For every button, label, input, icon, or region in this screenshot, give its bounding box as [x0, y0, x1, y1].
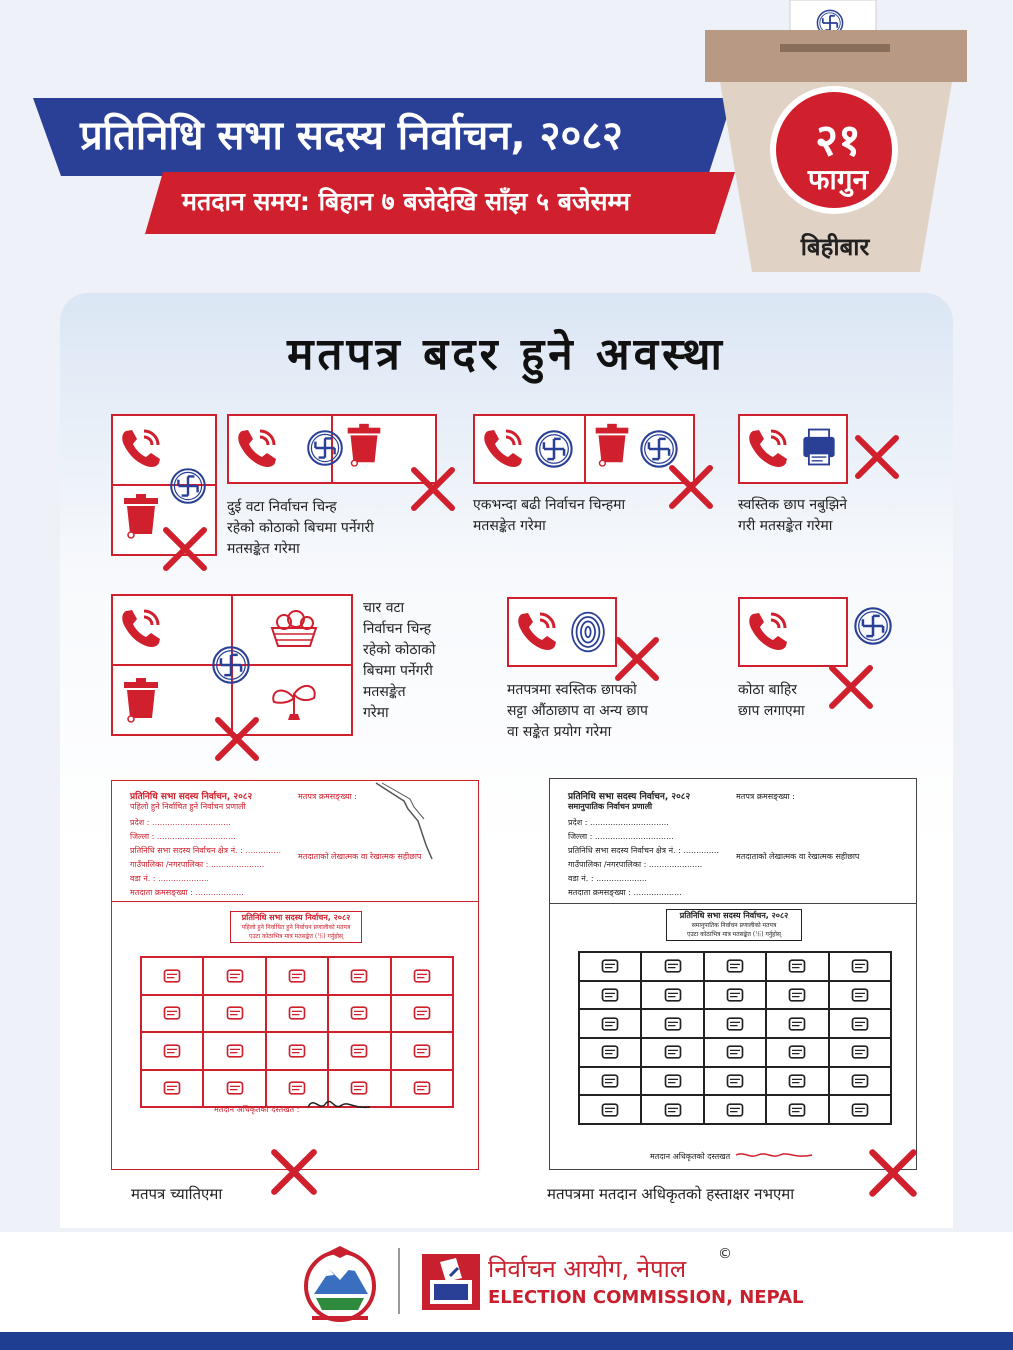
party-symbol-cell: [704, 1067, 766, 1096]
party-symbol-cell: [266, 957, 328, 995]
ballot-serial: मतपत्र क्रमसङ्ख्या :: [736, 792, 795, 801]
cross-mark-icon: [826, 662, 876, 712]
party-symbol-icon: [159, 1003, 185, 1023]
party-symbol-cell: [829, 952, 891, 981]
party-symbol-icon: [346, 1041, 372, 1061]
party-symbol-icon: [722, 1100, 748, 1120]
dustbin-icon: [588, 420, 636, 468]
party-symbol-cell: [704, 1095, 766, 1124]
ballot-box-line: समानुपातिक निर्वाचन प्रणालीको मतपत्र: [691, 922, 777, 929]
cross-mark-icon: [866, 1146, 920, 1200]
party-symbol-icon: [222, 1003, 248, 1023]
officer-signature-mark: [304, 1093, 374, 1117]
case-caption-line: मतपत्रमा स्वस्तिक छापको: [507, 682, 637, 698]
election-weekday: बिहीबार: [800, 233, 870, 261]
org-name-english: ELECTION COMMISSION, NEPAL: [488, 1287, 804, 1308]
ballot-field: प्रतिनिधि सभा सदस्य निर्वाचन क्षेत्र नं. : ..............: [130, 846, 281, 855]
election-day-number: २१: [815, 115, 861, 166]
party-symbol-icon: [784, 1071, 810, 1091]
party-symbol-icon: [722, 1042, 748, 1062]
case-caption-line: मतसङ्केत गरेमा: [473, 518, 546, 534]
party-symbol-cell: [641, 1038, 703, 1067]
party-symbol-cell: [704, 1038, 766, 1067]
swastika-stamp-icon: [305, 428, 345, 468]
cross-mark-icon: [212, 714, 262, 764]
party-symbol-icon: [660, 985, 686, 1005]
party-symbol-cell: [579, 1067, 641, 1096]
party-symbol-icon: [784, 985, 810, 1005]
party-symbol-cell: [391, 1070, 453, 1108]
swastika-stamp-icon: [210, 644, 252, 686]
ballot-box-line: एउटा कोठाभित्र मात्र मतसङ्केत (卐) गर्नुहोस्: [687, 931, 781, 938]
ballot-header: प्रतिनिधि सभा सदस्य निर्वाचन, २०८२: [130, 792, 253, 802]
voting-time: मतदान समय: बिहान ७ बजेदेखि साँझ ५ बजेसम्म: [182, 187, 630, 216]
party-symbol-icon: [159, 1041, 185, 1061]
party-symbol-icon: [660, 1100, 686, 1120]
party-symbol-icon: [409, 966, 435, 986]
party-symbol-icon: [284, 1041, 310, 1061]
party-symbol-icon: [284, 966, 310, 986]
party-symbol-icon: [222, 1041, 248, 1061]
party-symbol-icon: [660, 1071, 686, 1091]
ballot-field: वडा नं. : ....................: [130, 874, 209, 883]
party-symbol-cell: [141, 957, 203, 995]
party-symbol-icon: [722, 985, 748, 1005]
party-symbol-icon: [847, 1071, 873, 1091]
case-caption-line: स्वस्तिक छाप नबुझिने: [738, 497, 848, 513]
ballot-field: प्रदेश : ...............................: [130, 818, 231, 827]
party-symbol-cell: [203, 1032, 265, 1070]
party-symbol-cell: [829, 981, 891, 1010]
case-caption-line: चार वटा: [363, 600, 405, 616]
party-symbol-cell: [141, 995, 203, 1033]
dustbin-icon: [116, 674, 166, 724]
ballot-field: गाउँपालिका /नगरपालिका : .....................: [568, 860, 703, 869]
swastika-stamp-icon: [533, 428, 575, 470]
swastika-stamp-icon: [168, 466, 208, 506]
party-symbol-cell: [266, 995, 328, 1033]
panel-title: मतपत्र बदर हुने अवस्था: [287, 329, 726, 380]
case-caption-line: मतसङ्केत गरेमा: [227, 541, 300, 557]
ballot-header: प्रतिनिधि सभा सदस्य निर्वाचन, २०८२: [568, 792, 691, 802]
ballot-box-line: पहिलो हुने निर्वाचित हुने निर्वाचन प्रणालीको मतपत्र: [241, 924, 351, 931]
party-symbol-icon: [847, 985, 873, 1005]
ballot-system: समानुपातिक निर्वाचन प्रणाली: [568, 802, 653, 811]
unsigned-ballot-caption: मतपत्रमा मतदान अधिकृतको हस्ताक्षर नभएमा: [547, 1185, 795, 1203]
party-symbol-icon: [409, 1041, 435, 1061]
case-caption-line: छाप लगाएमा: [738, 703, 805, 719]
footer-divider: [398, 1248, 400, 1314]
party-symbol-cell: [829, 1038, 891, 1067]
party-symbol-cell: [579, 1009, 641, 1038]
ballot-field: वडा नं. : ....................: [568, 874, 647, 883]
ballot-field: जिल्ला : ...............................: [130, 832, 236, 841]
plant-icon: [264, 674, 324, 724]
nepal-emblem-icon: [298, 1244, 382, 1326]
case-caption-line: बिचमा पर्नेगरी: [363, 663, 433, 679]
case-caption-line: एकभन्दा बढी निर्वाचन चिन्हमा: [473, 497, 626, 513]
party-symbol-cell: [391, 957, 453, 995]
party-symbol-icon: [597, 1042, 623, 1062]
ballot-field: मतदाता क्रमसङ्ख्या : ...................: [568, 888, 682, 897]
torn-ballot-caption: मतपत्र च्यातिएमा: [131, 1185, 223, 1203]
party-symbol-cell: [766, 952, 828, 981]
case-caption-line: कोठा बाहिर: [738, 682, 797, 698]
fruit-basket-icon: [264, 604, 324, 654]
party-symbol-cell: [641, 1067, 703, 1096]
party-symbol-icon: [284, 1003, 310, 1023]
ballot-field: जिल्ला : ...............................: [568, 832, 674, 841]
party-symbol-icon: [784, 1100, 810, 1120]
party-symbol-icon: [597, 1100, 623, 1120]
party-symbol-icon: [847, 956, 873, 976]
torn-ballot-paper: [111, 780, 479, 1170]
party-symbol-cell: [391, 995, 453, 1033]
case-caption-line: गरी मतसङ्केत गरेमा: [738, 518, 833, 534]
party-symbol-cell: [141, 1070, 203, 1108]
party-symbol-cell: [766, 981, 828, 1010]
ballot-system: पहिलो हुने निर्वाचित हुने निर्वाचन प्रणाली: [130, 802, 246, 811]
case-caption-line: निर्वाचन चिन्ह: [363, 621, 432, 637]
party-symbol-cell: [579, 981, 641, 1010]
org-name-nepali: निर्वाचन आयोग, नेपाल: [488, 1255, 687, 1283]
party-symbol-icon: [597, 1071, 623, 1091]
party-symbol-icon: [784, 1014, 810, 1034]
party-symbol-icon: [346, 1003, 372, 1023]
party-symbol-cell: [203, 995, 265, 1033]
party-symbol-icon: [847, 1100, 873, 1120]
party-symbol-icon: [222, 1078, 248, 1098]
party-symbol-cell: [266, 1032, 328, 1070]
party-symbol-cell: [766, 1095, 828, 1124]
party-symbol-cell: [641, 952, 703, 981]
case-caption-line: सट्टा औंठाछाप वा अन्य छाप: [507, 703, 648, 719]
party-symbol-icon: [597, 985, 623, 1005]
footer-bar: [0, 1332, 1013, 1350]
party-symbol-cell: [579, 952, 641, 981]
party-symbol-cell: [766, 1067, 828, 1096]
cross-mark-icon: [612, 634, 662, 684]
party-symbol-icon: [409, 1003, 435, 1023]
party-symbol-cell: [704, 981, 766, 1010]
party-symbol-cell: [328, 1032, 390, 1070]
thumbprint-icon: [566, 606, 610, 658]
telephone-icon: [116, 603, 166, 653]
party-symbol-cell: [328, 995, 390, 1033]
party-symbol-icon: [722, 956, 748, 976]
symbol-grid: [578, 951, 892, 1125]
officer-signature-label: मतदान अधिकृतको दस्तखत :: [214, 1105, 300, 1114]
party-symbol-icon: [722, 1071, 748, 1091]
party-symbol-cell: [829, 1095, 891, 1124]
party-symbol-cell: [641, 1095, 703, 1124]
party-symbol-icon: [847, 1014, 873, 1034]
party-symbol-icon: [722, 1014, 748, 1034]
party-symbol-icon: [597, 1014, 623, 1034]
ballot-field: गाउँपालिका /नगरपालिका : .....................: [130, 860, 265, 869]
officer-signature-label: मतदान अधिकृतको दस्तखत: [650, 1152, 731, 1161]
unsigned-ballot-paper: [549, 778, 917, 1170]
party-symbol-cell: [641, 1009, 703, 1038]
party-symbol-cell: [391, 1032, 453, 1070]
party-symbol-cell: [829, 1067, 891, 1096]
case-caption-line: रहेको कोठाको बिचमा पर्नेगरी: [227, 520, 374, 536]
party-symbol-icon: [660, 1014, 686, 1034]
election-commission-logo-icon: [422, 1254, 480, 1310]
telephone-icon: [743, 606, 793, 656]
case-caption-line: दुई वटा निर्वाचन चिन्ह: [227, 499, 337, 515]
party-symbol-icon: [597, 956, 623, 976]
telephone-icon: [512, 606, 562, 656]
cross-mark-icon: [268, 1146, 320, 1198]
party-symbol-cell: [704, 952, 766, 981]
tear-line: [374, 781, 480, 861]
ballot-box-line: एउटा कोठाभित्र मात्र मतसङ्केत (卐) गर्नुहोस्: [249, 933, 343, 940]
party-symbol-cell: [203, 1070, 265, 1108]
page-title: प्रतिनिधि सभा सदस्य निर्वाचन, २०८२: [80, 113, 623, 159]
ballot-signature-label: मतदाताको लेखात्मक वा रेखात्मक सहीछाप: [736, 852, 860, 861]
party-symbol-icon: [346, 966, 372, 986]
ballot-serial: मतपत्र क्रमसङ्ख्या :: [298, 792, 357, 801]
ballot-signature-label: मतदाताको लेखात्मक वा रेखात्मक सहीछाप: [298, 852, 422, 861]
party-symbol-icon: [784, 1042, 810, 1062]
ballot-field: मतदाता क्रमसङ्ख्या : ...................: [130, 888, 244, 897]
election-month: फागुन: [807, 163, 869, 196]
ballot-box-title: प्रतिनिधि सभा सदस्य निर्वाचन, २०८२: [241, 913, 351, 922]
cross-mark-icon: [852, 432, 902, 482]
party-symbol-icon: [159, 966, 185, 986]
party-symbol-cell: [579, 1095, 641, 1124]
missing-signature-line: [734, 1149, 814, 1161]
ballot-field: प्रदेश : ...............................: [568, 818, 669, 827]
party-symbol-cell: [766, 1038, 828, 1067]
party-symbol-icon: [847, 1042, 873, 1062]
case-caption-line: गरेमा: [363, 705, 389, 721]
cross-mark-icon: [666, 462, 716, 512]
ballot-box-title: प्रतिनिधि सभा सदस्य निर्वाचन, २०८२: [679, 911, 789, 920]
party-symbol-cell: [203, 957, 265, 995]
telephone-icon: [743, 423, 793, 473]
telephone-icon: [232, 423, 282, 473]
party-symbol-icon: [159, 1078, 185, 1098]
party-symbol-cell: [704, 1009, 766, 1038]
party-symbol-cell: [641, 981, 703, 1010]
party-symbol-icon: [784, 956, 810, 976]
case-caption-line: रहेको कोठाको: [363, 642, 436, 658]
party-symbol-icon: [222, 966, 248, 986]
copyright-mark: ©: [718, 1246, 732, 1262]
dustbin-icon: [116, 490, 166, 540]
party-symbol-cell: [328, 957, 390, 995]
swastika-stamp-icon: [852, 605, 894, 647]
cross-mark-icon: [160, 524, 210, 574]
case-caption-line: वा सङ्केत प्रयोग गरेमा: [507, 724, 612, 740]
symbol-grid: [140, 956, 454, 1108]
dustbin-icon: [340, 420, 388, 468]
party-symbol-cell: [766, 1009, 828, 1038]
party-symbol-icon: [660, 1042, 686, 1062]
party-symbol-cell: [579, 1038, 641, 1067]
party-symbol-cell: [829, 1009, 891, 1038]
telephone-icon: [478, 423, 528, 473]
party-symbol-icon: [660, 956, 686, 976]
ballot-field: प्रतिनिधि सभा सदस्य निर्वाचन क्षेत्र नं. : ..............: [568, 846, 719, 855]
party-symbol-cell: [141, 1032, 203, 1070]
party-symbol-icon: [409, 1078, 435, 1098]
cross-mark-icon: [408, 464, 458, 514]
printer-icon: [796, 424, 842, 470]
case-caption-line: मतसङ्केत: [363, 684, 406, 700]
telephone-icon: [116, 423, 166, 473]
